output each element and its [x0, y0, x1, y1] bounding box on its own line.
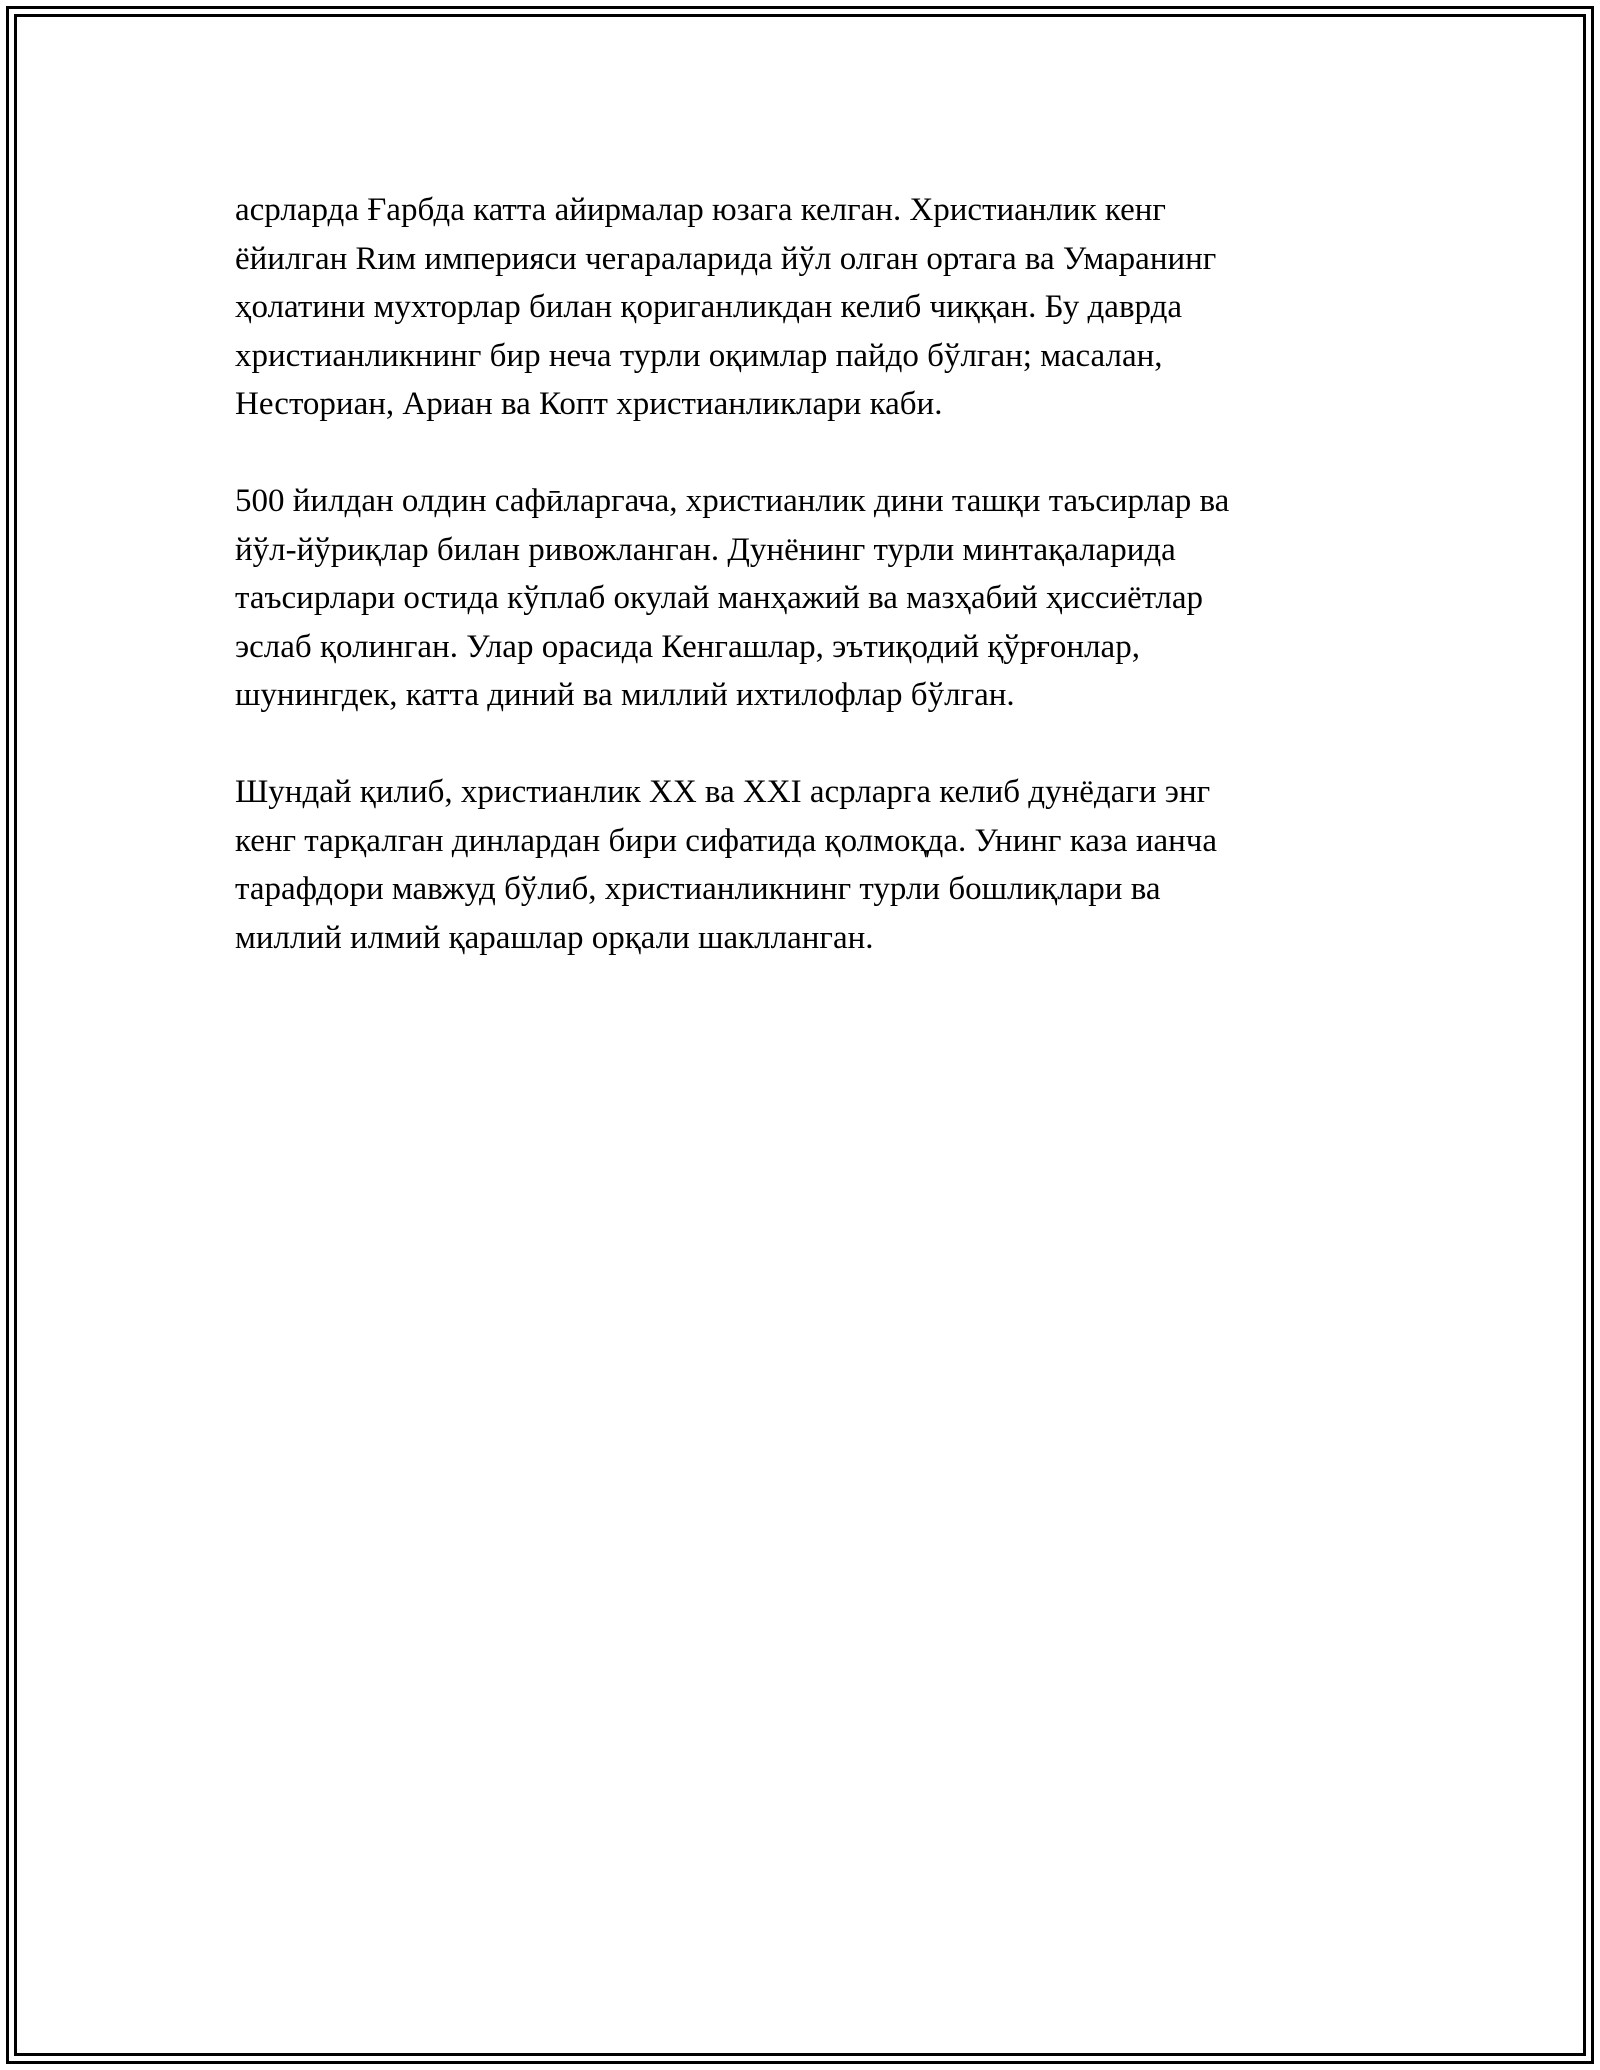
paragraph-1: асрларда Ғарбда катта айирмалар юзага келган. Христианлик кенг ёйилган Rим империяси чегараларида йўл олган ортага ва Умаранинг ҳолатини мухторлар билан қориганликдан келиб чиққан. Бу даврда христианликнинг бир неча турли оқимлар пайдо бўлган; масалан, Несториан, Ариан ва Копт христианликлари каби.: [235, 192, 1217, 422]
paragraph-2: 500 йилдан олдин сафӣларгача, христианлик дини ташқи таъсирлар ва йўл-йўриқлар билан ривожланган. Дунёнинг турли минтақаларида таъсирлари остида кўплаб окулай манҳажий ва мазҳабий ҳиссиётлар эслаб қолинган. Улар орасида Кенгашлар, эътиқодий қўрғонлар, шунингдек, катта диний ва миллий ихтилофлар бўлган.: [235, 483, 1230, 713]
document-body: [235, 186, 1395, 1011]
paragraph-3: Шундай қилиб, христианлик XX ва XXI асрларга келиб дунёдаги энг кенг тарқалган динлардан бири сифатида қолмоқда. Унинг каза ианча тарафдори мавжуд бўлиб, христианликнинг турли бошлиқлари ва миллий илмий қарашлар орқали шаклланган.: [235, 774, 1218, 956]
